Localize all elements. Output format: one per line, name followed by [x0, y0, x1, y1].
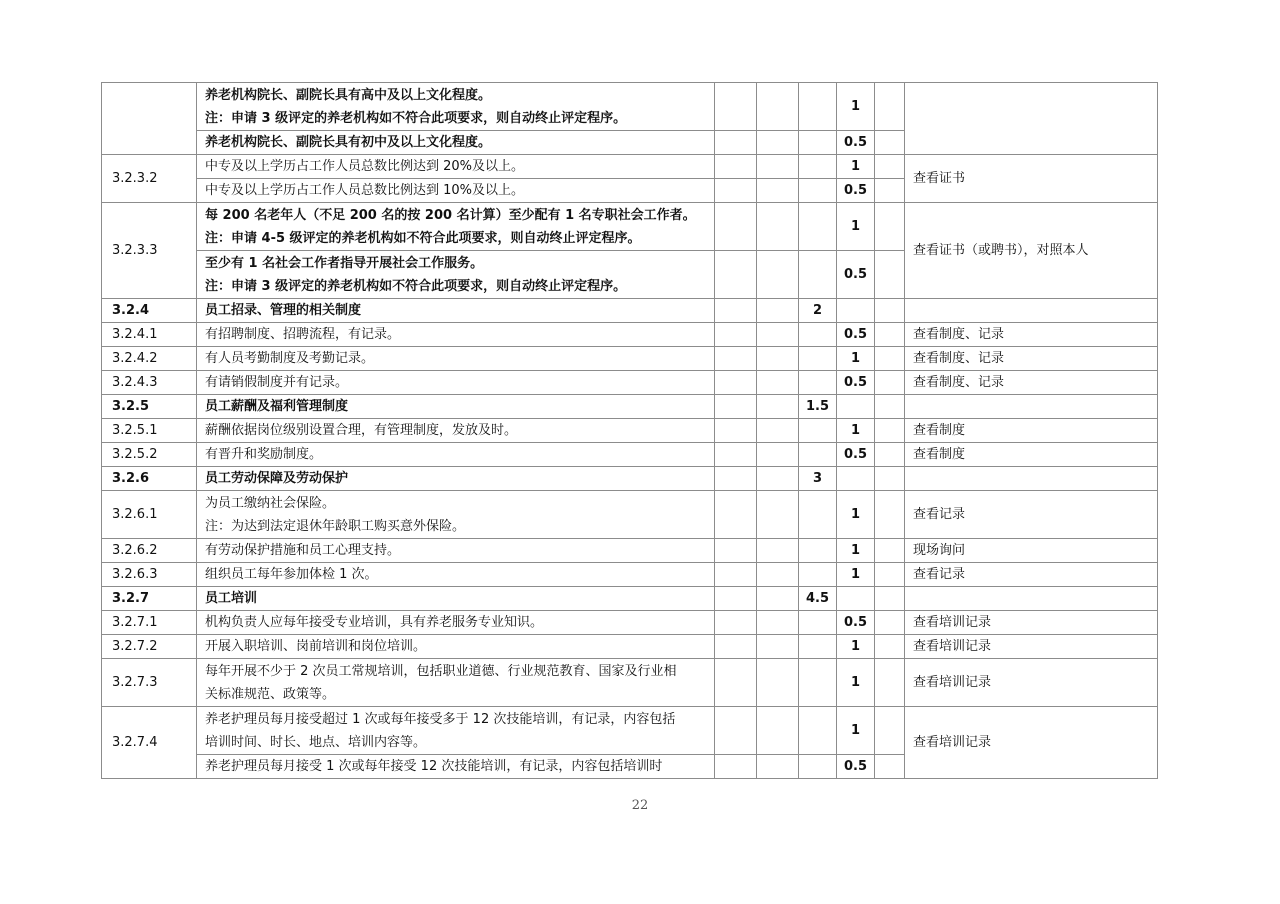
description-note: 注：申请 4-5 级评定的养老机构如不符合此项要求，则自动终止评定程序。 — [205, 230, 641, 246]
empty-cell — [875, 419, 905, 443]
item-id-cell: 3.2.6.1 — [102, 491, 197, 539]
empty-cell — [875, 251, 905, 299]
total-cell — [799, 131, 837, 155]
empty-cell — [715, 491, 757, 539]
score-cell: 0.5 — [837, 371, 875, 395]
empty-cell — [715, 347, 757, 371]
empty-cell — [757, 755, 799, 779]
empty-cell — [715, 203, 757, 251]
item-id-cell: 3.2.3.2 — [102, 155, 197, 203]
method-cell: 查看制度、记录 — [905, 323, 1158, 347]
table-row — [102, 491, 1158, 539]
method-cell — [905, 587, 1158, 611]
empty-cell — [757, 587, 799, 611]
description-line: 关标准规范、政策等。 — [205, 686, 336, 702]
item-description: 组织员工每年参加体检 1 次。 — [197, 563, 715, 587]
description-note: 注：为达到法定退休年龄职工购买意外保险。 — [205, 518, 466, 534]
method-cell: 查看制度 — [905, 419, 1158, 443]
section-title: 员工培训 — [197, 587, 715, 611]
section-title: 员工薪酬及福利管理制度 — [197, 395, 715, 419]
item-description: 有人员考勤制度及考勤记录。 — [197, 347, 715, 371]
description-line: 养老护理员每月接受超过 1 次或每年接受多于 12 次技能培训，有记录，内容包括 — [205, 711, 676, 727]
item-id-cell: 3.2.7.1 — [102, 611, 197, 635]
total-cell — [799, 707, 837, 755]
table-row — [102, 83, 1158, 131]
item-id-cell: 3.2.4.2 — [102, 347, 197, 371]
item-id-cell: 3.2.4.3 — [102, 371, 197, 395]
method-cell: 查看制度、记录 — [905, 371, 1158, 395]
method-cell: 查看证书 — [905, 155, 1158, 203]
score-cell: 1 — [837, 419, 875, 443]
empty-cell — [757, 155, 799, 179]
total-cell: 2 — [799, 299, 837, 323]
table-row — [102, 443, 1158, 467]
score-cell: 1 — [837, 539, 875, 563]
evaluation-table — [101, 82, 1158, 779]
method-cell — [905, 83, 1158, 155]
item-description — [197, 203, 715, 251]
empty-cell — [875, 755, 905, 779]
section-id-cell: 3.2.4 — [102, 299, 197, 323]
description-line: 培训时间、时长、地点、培训内容等。 — [205, 734, 427, 750]
section-id-cell: 3.2.7 — [102, 587, 197, 611]
score-cell: 0.5 — [837, 131, 875, 155]
total-cell — [799, 371, 837, 395]
item-description: 有招聘制度、招聘流程，有记录。 — [197, 323, 715, 347]
item-id-cell: 3.2.6.3 — [102, 563, 197, 587]
item-description — [197, 707, 715, 755]
empty-cell — [715, 419, 757, 443]
item-description — [197, 659, 715, 707]
empty-cell — [875, 395, 905, 419]
table-row — [102, 659, 1158, 707]
method-cell: 查看制度 — [905, 443, 1158, 467]
table-row — [102, 467, 1158, 491]
empty-cell — [757, 83, 799, 131]
total-cell: 3 — [799, 467, 837, 491]
empty-cell — [875, 611, 905, 635]
empty-cell — [757, 251, 799, 299]
score-cell: 1 — [837, 203, 875, 251]
description-line: 为员工缴纳社会保险。 — [205, 495, 336, 511]
item-description: 薪酬依据岗位级别设置合理，有管理制度，发放及时。 — [197, 419, 715, 443]
score-cell: 1 — [837, 635, 875, 659]
empty-cell — [715, 563, 757, 587]
total-cell — [799, 83, 837, 131]
empty-cell — [875, 635, 905, 659]
empty-cell — [757, 443, 799, 467]
empty-cell — [757, 467, 799, 491]
item-description: 开展入职培训、岗前培训和岗位培训。 — [197, 635, 715, 659]
score-cell: 1 — [837, 155, 875, 179]
total-cell — [799, 563, 837, 587]
item-description: 有请销假制度并有记录。 — [197, 371, 715, 395]
score-cell — [837, 299, 875, 323]
description-line: 养老机构院长、副院长具有高中及以上文化程度。 — [205, 87, 492, 103]
description-note: 注：申请 3 级评定的养老机构如不符合此项要求，则自动终止评定程序。 — [205, 110, 627, 126]
empty-cell — [875, 203, 905, 251]
score-cell: 0.5 — [837, 755, 875, 779]
method-cell: 查看培训记录 — [905, 707, 1158, 779]
item-id-cell: 3.2.5.2 — [102, 443, 197, 467]
table-row — [102, 539, 1158, 563]
table-row — [102, 707, 1158, 755]
empty-cell — [715, 371, 757, 395]
method-cell: 查看培训记录 — [905, 659, 1158, 707]
method-cell: 查看制度、记录 — [905, 347, 1158, 371]
total-cell — [799, 659, 837, 707]
table-row — [102, 563, 1158, 587]
item-description: 有劳动保护措施和员工心理支持。 — [197, 539, 715, 563]
empty-cell — [875, 347, 905, 371]
empty-cell — [875, 323, 905, 347]
empty-cell — [757, 707, 799, 755]
empty-cell — [715, 83, 757, 131]
table-row — [102, 155, 1158, 179]
method-cell — [905, 467, 1158, 491]
empty-cell — [875, 659, 905, 707]
empty-cell — [757, 395, 799, 419]
total-cell: 1.5 — [799, 395, 837, 419]
empty-cell — [757, 179, 799, 203]
method-cell: 查看记录 — [905, 563, 1158, 587]
empty-cell — [715, 443, 757, 467]
item-description — [197, 251, 715, 299]
item-id-cell: 3.2.7.2 — [102, 635, 197, 659]
item-id-cell: 3.2.4.1 — [102, 323, 197, 347]
method-cell: 查看培训记录 — [905, 611, 1158, 635]
description-note: 注：申请 3 级评定的养老机构如不符合此项要求，则自动终止评定程序。 — [205, 278, 627, 294]
item-id-cell: 3.2.7.4 — [102, 707, 197, 779]
page-number: 22 — [631, 798, 649, 813]
method-cell — [905, 299, 1158, 323]
empty-cell — [715, 299, 757, 323]
empty-cell — [757, 299, 799, 323]
empty-cell — [757, 611, 799, 635]
empty-cell — [875, 179, 905, 203]
empty-cell — [757, 563, 799, 587]
empty-cell — [875, 83, 905, 131]
empty-cell — [875, 707, 905, 755]
empty-cell — [757, 635, 799, 659]
item-description: 有晋升和奖励制度。 — [197, 443, 715, 467]
empty-cell — [875, 563, 905, 587]
item-id-cell: 3.2.6.2 — [102, 539, 197, 563]
empty-cell — [875, 155, 905, 179]
empty-cell — [757, 419, 799, 443]
empty-cell — [757, 371, 799, 395]
empty-cell — [715, 659, 757, 707]
empty-cell — [875, 539, 905, 563]
table-row — [102, 635, 1158, 659]
empty-cell — [875, 131, 905, 155]
total-cell — [799, 323, 837, 347]
empty-cell — [715, 251, 757, 299]
section-id-cell: 3.2.6 — [102, 467, 197, 491]
method-cell — [905, 395, 1158, 419]
score-cell: 1 — [837, 659, 875, 707]
total-cell — [799, 611, 837, 635]
description-line: 至少有 1 名社会工作者指导开展社会工作服务。 — [205, 255, 484, 271]
total-cell — [799, 203, 837, 251]
total-cell — [799, 491, 837, 539]
item-id-cell — [102, 83, 197, 155]
score-cell: 0.5 — [837, 323, 875, 347]
score-cell: 1 — [837, 707, 875, 755]
empty-cell — [715, 467, 757, 491]
description-line: 每 200 名老年人（不足 200 名的按 200 名计算）至少配有 1 名专职社会工作者。 — [205, 207, 696, 223]
empty-cell — [715, 395, 757, 419]
score-cell: 0.5 — [837, 179, 875, 203]
item-description: 中专及以上学历占工作人员总数比例达到 20%及以上。 — [197, 155, 715, 179]
empty-cell — [875, 371, 905, 395]
score-cell: 0.5 — [837, 443, 875, 467]
empty-cell — [875, 299, 905, 323]
description-line: 每年开展不少于 2 次员工常规培训，包括职业道德、行业规范教育、国家及行业相 — [205, 663, 677, 679]
total-cell: 4.5 — [799, 587, 837, 611]
empty-cell — [875, 467, 905, 491]
score-cell: 1 — [837, 347, 875, 371]
empty-cell — [757, 347, 799, 371]
empty-cell — [875, 587, 905, 611]
table-row — [102, 371, 1158, 395]
item-description: 养老机构院长、副院长具有初中及以上文化程度。 — [197, 131, 715, 155]
total-cell — [799, 635, 837, 659]
empty-cell — [715, 707, 757, 755]
score-cell: 0.5 — [837, 611, 875, 635]
empty-cell — [715, 155, 757, 179]
method-cell: 查看培训记录 — [905, 635, 1158, 659]
item-description: 养老护理员每月接受 1 次或每年接受 12 次技能培训，有记录，内容包括培训时 — [197, 755, 715, 779]
total-cell — [799, 251, 837, 299]
total-cell — [799, 155, 837, 179]
item-description: 机构负责人应每年接受专业培训，具有养老服务专业知识。 — [197, 611, 715, 635]
table-row — [102, 299, 1158, 323]
empty-cell — [757, 203, 799, 251]
score-cell: 1 — [837, 563, 875, 587]
table-row — [102, 419, 1158, 443]
total-cell — [799, 419, 837, 443]
empty-cell — [715, 611, 757, 635]
empty-cell — [715, 539, 757, 563]
method-cell: 现场询问 — [905, 539, 1158, 563]
section-title: 员工招录、管理的相关制度 — [197, 299, 715, 323]
table-row — [102, 395, 1158, 419]
total-cell — [799, 179, 837, 203]
empty-cell — [715, 587, 757, 611]
method-cell: 查看证书（或聘书），对照本人 — [905, 203, 1158, 299]
item-description: 中专及以上学历占工作人员总数比例达到 10%及以上。 — [197, 179, 715, 203]
item-id-cell: 3.2.7.3 — [102, 659, 197, 707]
empty-cell — [757, 491, 799, 539]
empty-cell — [715, 179, 757, 203]
empty-cell — [875, 491, 905, 539]
item-id-cell: 3.2.5.1 — [102, 419, 197, 443]
method-cell: 查看记录 — [905, 491, 1158, 539]
empty-cell — [715, 635, 757, 659]
item-description — [197, 83, 715, 131]
empty-cell — [757, 323, 799, 347]
score-cell — [837, 467, 875, 491]
total-cell — [799, 539, 837, 563]
score-cell — [837, 587, 875, 611]
empty-cell — [757, 131, 799, 155]
empty-cell — [715, 323, 757, 347]
score-cell: 0.5 — [837, 251, 875, 299]
table-row — [102, 611, 1158, 635]
empty-cell — [875, 443, 905, 467]
item-description — [197, 491, 715, 539]
score-cell: 1 — [837, 491, 875, 539]
section-id-cell: 3.2.5 — [102, 395, 197, 419]
total-cell — [799, 347, 837, 371]
score-cell: 1 — [837, 83, 875, 131]
total-cell — [799, 443, 837, 467]
empty-cell — [715, 755, 757, 779]
table-row — [102, 347, 1158, 371]
table-row — [102, 323, 1158, 347]
total-cell — [799, 755, 837, 779]
empty-cell — [715, 131, 757, 155]
score-cell — [837, 395, 875, 419]
empty-cell — [757, 539, 799, 563]
section-title: 员工劳动保障及劳动保护 — [197, 467, 715, 491]
table-row — [102, 203, 1158, 251]
item-id-cell: 3.2.3.3 — [102, 203, 197, 299]
empty-cell — [757, 659, 799, 707]
table-row — [102, 587, 1158, 611]
